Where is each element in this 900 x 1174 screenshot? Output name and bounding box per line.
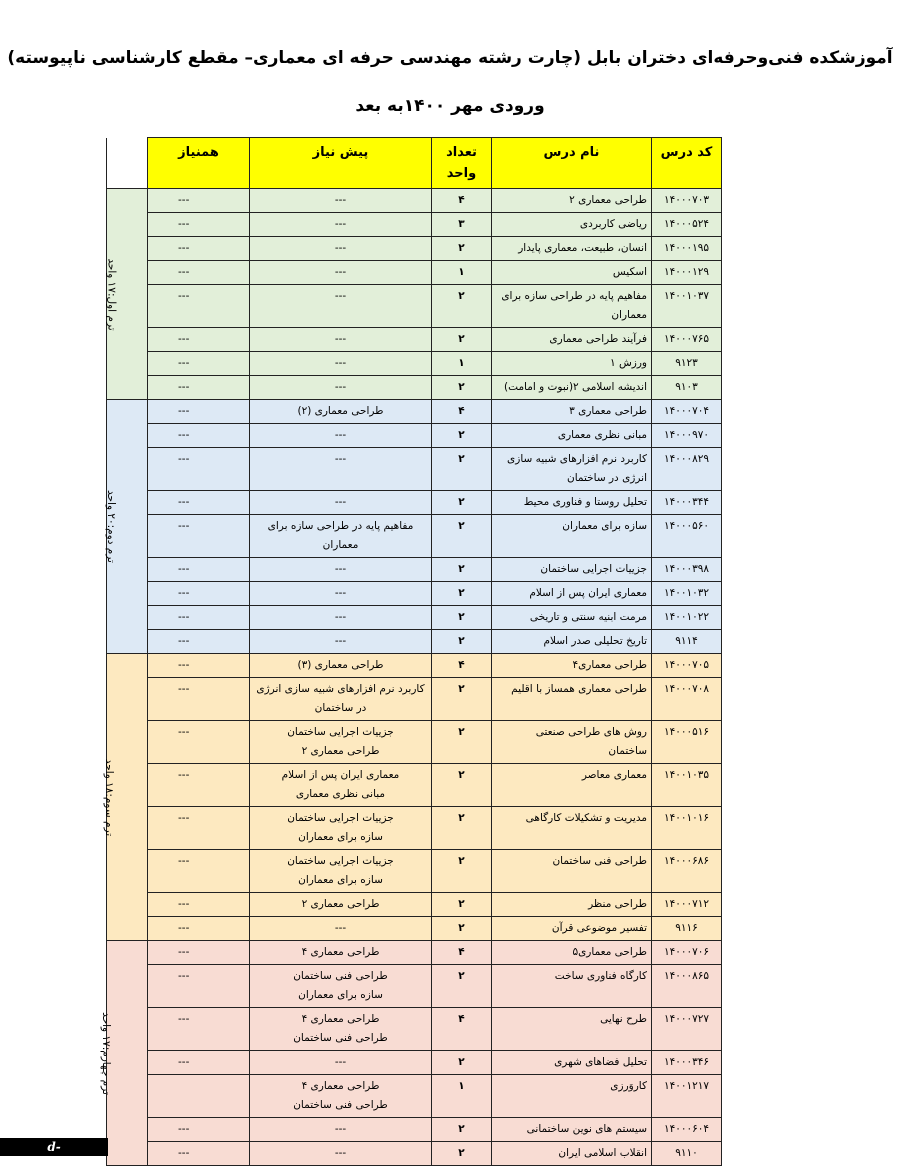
course-code: ۱۴۰۰۰۷۰۶ xyxy=(652,941,722,965)
course-name: تاریخ تحلیلی صدر اسلام xyxy=(492,630,652,654)
course-corequisite: --- xyxy=(148,1118,250,1142)
term-label-cell xyxy=(107,189,148,400)
course-units: ۲ xyxy=(432,917,492,941)
table-row xyxy=(107,1008,722,1051)
course-units: ۳ xyxy=(432,213,492,237)
table-row xyxy=(107,213,722,237)
course-corequisite: --- xyxy=(148,491,250,515)
course-prerequisite: --- xyxy=(250,1051,432,1075)
course-corequisite: --- xyxy=(148,213,250,237)
course-code: ۱۴۰۰۰۳۹۸ xyxy=(652,558,722,582)
course-corequisite: --- xyxy=(148,678,250,721)
course-name: معماری معاصر xyxy=(492,764,652,807)
table-row xyxy=(107,352,722,376)
table-row xyxy=(107,807,722,850)
course-code: ۹۱۱۶ xyxy=(652,917,722,941)
table-row xyxy=(107,285,722,328)
course-prerequisite: --- xyxy=(250,261,432,285)
term-label: ترم سوم:۱۸ واحد xyxy=(102,758,115,836)
course-corequisite: --- xyxy=(148,261,250,285)
course-prerequisite: جزییات اجرایی ساختمان سازه برای معماران xyxy=(250,850,432,893)
course-prerequisite: --- xyxy=(250,917,432,941)
table-row xyxy=(107,1075,722,1118)
table-row xyxy=(107,941,722,965)
course-corequisite: --- xyxy=(148,1008,250,1051)
course-code: ۱۴۰۰۰۶۸۶ xyxy=(652,850,722,893)
table-row xyxy=(107,558,722,582)
course-units: ۲ xyxy=(432,491,492,515)
course-units: ۲ xyxy=(432,285,492,328)
course-code: ۱۴۰۰۰۷۱۲ xyxy=(652,893,722,917)
course-name: مرمت ابنیه سنتی و تاریخی xyxy=(492,606,652,630)
table-row xyxy=(107,965,722,1008)
course-name: ورزش ۱ xyxy=(492,352,652,376)
course-corequisite: --- xyxy=(148,965,250,1008)
table-row xyxy=(107,654,722,678)
course-code: ۱۴۰۰۱۰۳۵ xyxy=(652,764,722,807)
table-row xyxy=(107,424,722,448)
course-name: معماری ایران پس از اسلام xyxy=(492,582,652,606)
course-name: انقلاب اسلامی ایران xyxy=(492,1142,652,1166)
course-corequisite: --- xyxy=(148,448,250,491)
course-prerequisite: --- xyxy=(250,237,432,261)
course-corequisite: --- xyxy=(148,807,250,850)
document-subtitle: ورودی مهر ۱۴۰۰به بعد xyxy=(355,96,545,116)
course-name: روش های طراحی صنعتی ساختمان xyxy=(492,721,652,764)
course-units: ۲ xyxy=(432,558,492,582)
table-row xyxy=(107,582,722,606)
course-units: ۴ xyxy=(432,654,492,678)
course-code: ۱۴۰۰۰۷۲۷ xyxy=(652,1008,722,1051)
course-prerequisite: طراحی معماری ۴ طراحی فنی ساختمان xyxy=(250,1008,432,1051)
term-label: ترم اول:۱۷ واحد xyxy=(105,257,118,331)
course-prerequisite: طراحی معماری ۲ xyxy=(250,893,432,917)
table-row xyxy=(107,893,722,917)
course-corequisite: --- xyxy=(148,721,250,764)
term-label-cell xyxy=(102,654,148,941)
course-code: ۱۴۰۰۰۷۰۸ xyxy=(652,678,722,721)
table-row xyxy=(107,1142,722,1166)
course-code: ۱۴۰۰۰۱۲۹ xyxy=(652,261,722,285)
course-code: ۱۴۰۰۰۵۲۴ xyxy=(652,213,722,237)
course-code: ۱۴۰۰۰۷۰۵ xyxy=(652,654,722,678)
course-name: اسکیس xyxy=(492,261,652,285)
course-name: سیستم های نوین ساختمانی xyxy=(492,1118,652,1142)
course-code: ۱۴۰۰۰۷۶۵ xyxy=(652,328,722,352)
course-name: جزییات اجرایی ساختمان xyxy=(492,558,652,582)
course-code: ۱۴۰۰۰۸۲۹ xyxy=(652,448,722,491)
course-code: ۱۴۰۰۰۳۴۴ xyxy=(652,491,722,515)
table-row xyxy=(107,376,722,400)
course-prerequisite: --- xyxy=(250,491,432,515)
course-units: ۲ xyxy=(432,893,492,917)
course-name: طرح نهایی xyxy=(492,1008,652,1051)
term-label-cell xyxy=(107,400,148,654)
course-name: ریاضی کاربردی xyxy=(492,213,652,237)
course-prerequisite: --- xyxy=(250,376,432,400)
course-code: ۱۴۰۰۱۰۲۲ xyxy=(652,606,722,630)
table-row xyxy=(107,1118,722,1142)
course-corequisite: --- xyxy=(148,352,250,376)
course-code: ۱۴۰۰۰۸۶۵ xyxy=(652,965,722,1008)
course-units: ۲ xyxy=(432,376,492,400)
course-prerequisite: --- xyxy=(250,328,432,352)
course-name: مدیریت و تشکیلات کارگاهی xyxy=(492,807,652,850)
table-row xyxy=(107,237,722,261)
course-corequisite: --- xyxy=(148,1142,250,1166)
course-name: طراحی معماری۵ xyxy=(492,941,652,965)
course-units: ۲ xyxy=(432,630,492,654)
course-units: ۲ xyxy=(432,807,492,850)
course-corequisite: --- xyxy=(148,893,250,917)
course-corequisite: --- xyxy=(148,1051,250,1075)
course-name: فرآیند طراحی معماری xyxy=(492,328,652,352)
course-code: ۹۱۰۳ xyxy=(652,376,722,400)
course-name: طراحی منظر xyxy=(492,893,652,917)
course-name: طراحی معماری همساز با اقلیم xyxy=(492,678,652,721)
table-row xyxy=(107,764,722,807)
table-row xyxy=(107,606,722,630)
course-units: ۴ xyxy=(432,941,492,965)
course-units: ۱ xyxy=(432,352,492,376)
course-corequisite: --- xyxy=(148,582,250,606)
table-row xyxy=(107,491,722,515)
course-name: سازه برای معماران xyxy=(492,515,652,558)
course-units: ۲ xyxy=(432,328,492,352)
header-course-code: کد درس xyxy=(652,138,722,189)
course-code: ۱۴۰۰۰۵۱۶ xyxy=(652,721,722,764)
course-units: ۲ xyxy=(432,965,492,1008)
course-code: ۱۴۰۰۰۷۰۳ xyxy=(652,189,722,213)
course-name: مفاهیم پایه در طراحی سازه برای معماران xyxy=(492,285,652,328)
course-units: ۲ xyxy=(432,1142,492,1166)
course-prerequisite: جزییات اجرایی ساختمان طراحی معماری ۲ xyxy=(250,721,432,764)
course-corequisite: --- xyxy=(148,630,250,654)
course-prerequisite: --- xyxy=(250,213,432,237)
course-name: طراحی معماری ۳ xyxy=(492,400,652,424)
course-code: ۹۱۱۰ xyxy=(652,1142,722,1166)
table-row xyxy=(107,1051,722,1075)
course-name: کارگاه فناوری ساخت xyxy=(492,965,652,1008)
table-row xyxy=(107,261,722,285)
course-units: ۴ xyxy=(432,400,492,424)
course-units: ۲ xyxy=(432,448,492,491)
course-corequisite: --- xyxy=(148,917,250,941)
course-prerequisite: مفاهیم پایه در طراحی سازه برای معماران xyxy=(250,515,432,558)
course-code: ۱۴۰۰۰۷۰۴ xyxy=(652,400,722,424)
course-prerequisite: --- xyxy=(250,189,432,213)
course-units: ۲ xyxy=(432,424,492,448)
document-title: آموزشکده فنی‌وحرفه‌ای دختران بابل (چارت رشته مهندسی حرفه ای معماری– مقطع کارشناسی ناپیوسته) xyxy=(7,48,893,68)
course-code: ۱۴۰۰۱۲۱۷ xyxy=(652,1075,722,1118)
course-code: ۱۴۰۰۱۰۳۷ xyxy=(652,285,722,328)
course-code: ۱۴۰۰۰۱۹۵ xyxy=(652,237,722,261)
table-row xyxy=(107,917,722,941)
course-prerequisite: طراحی معماری ۴ xyxy=(250,941,432,965)
course-corequisite xyxy=(148,1075,250,1118)
course-corequisite: --- xyxy=(148,558,250,582)
course-prerequisite: --- xyxy=(250,630,432,654)
course-prerequisite: --- xyxy=(250,582,432,606)
course-prerequisite: طراحی فنی ساختمان سازه برای معماران xyxy=(250,965,432,1008)
course-name: کاربرد نرم افزارهای شبیه سازی انرژی در ساختمان xyxy=(492,448,652,491)
course-name: اندیشه اسلامی ۲(نبوت و امامت) xyxy=(492,376,652,400)
course-code: ۱۴۰۰۱۰۳۲ xyxy=(652,582,722,606)
course-name: طراحی معماری ۲ xyxy=(492,189,652,213)
course-units: ۱ xyxy=(432,1075,492,1118)
course-name: تحلیل فضاهای شهری xyxy=(492,1051,652,1075)
table-row xyxy=(107,630,722,654)
header-prerequisite: پیش نیاز xyxy=(250,138,432,189)
course-prerequisite: --- xyxy=(250,424,432,448)
course-code: ۱۴۰۰۰۶۰۴ xyxy=(652,1118,722,1142)
course-units: ۲ xyxy=(432,1051,492,1075)
course-code: ۹۱۲۳ xyxy=(652,352,722,376)
table-row xyxy=(107,400,722,424)
course-corequisite: --- xyxy=(148,285,250,328)
course-corequisite: --- xyxy=(148,328,250,352)
course-corequisite: --- xyxy=(148,189,250,213)
course-corequisite: --- xyxy=(148,515,250,558)
course-prerequisite: طراحی معماری (۲) xyxy=(250,400,432,424)
course-corequisite: --- xyxy=(148,764,250,807)
course-name: تفسیر موضوعی قرآن xyxy=(492,917,652,941)
course-units: ۱ xyxy=(432,261,492,285)
course-prerequisite: --- xyxy=(250,1142,432,1166)
course-units: ۲ xyxy=(432,515,492,558)
course-corequisite: --- xyxy=(148,606,250,630)
table-row xyxy=(107,189,722,213)
table-row xyxy=(107,328,722,352)
course-units: ۲ xyxy=(432,850,492,893)
course-prerequisite: --- xyxy=(250,606,432,630)
header-corequisite: همنیاز xyxy=(148,138,250,189)
course-name: طراحی فنی ساختمان xyxy=(492,850,652,893)
header-units: تعداد واحد xyxy=(432,138,492,189)
course-units: ۲ xyxy=(432,678,492,721)
header-course-name: نام درس xyxy=(492,138,652,189)
course-name: انسان، طبیعت، معماری پایدار xyxy=(492,237,652,261)
table-row xyxy=(107,515,722,558)
course-prerequisite: معماری ایران پس از اسلام مبانی نظری معماری xyxy=(250,764,432,807)
course-code: ۹۱۱۴ xyxy=(652,630,722,654)
course-prerequisite: طراحی معماری ۴ طراحی فنی ساختمان xyxy=(250,1075,432,1118)
course-prerequisite: جزییات اجرایی ساختمان سازه برای معماران xyxy=(250,807,432,850)
website-watermark: d-babol.nus.ac.ir xyxy=(0,1138,108,1156)
table-row xyxy=(107,678,722,721)
course-units: ۴ xyxy=(432,189,492,213)
table-row xyxy=(107,448,722,491)
course-prerequisite: --- xyxy=(250,352,432,376)
course-prerequisite: طراحی معماری (۳) xyxy=(250,654,432,678)
course-units: ۴ xyxy=(432,1008,492,1051)
course-units: ۲ xyxy=(432,237,492,261)
course-units: ۲ xyxy=(432,582,492,606)
table-body xyxy=(100,189,722,1166)
curriculum-table xyxy=(100,137,722,1166)
course-corequisite: --- xyxy=(148,850,250,893)
course-prerequisite: --- xyxy=(250,558,432,582)
course-corequisite: --- xyxy=(148,237,250,261)
course-name: کاروَرزی xyxy=(492,1075,652,1118)
course-units: ۲ xyxy=(432,721,492,764)
course-code: ۱۴۰۰۰۳۴۶ xyxy=(652,1051,722,1075)
course-corequisite: --- xyxy=(148,941,250,965)
course-name: مبانی نظری معماری xyxy=(492,424,652,448)
course-units: ۲ xyxy=(432,1118,492,1142)
course-units: ۲ xyxy=(432,764,492,807)
course-code: ۱۴۰۰۱۰۱۶ xyxy=(652,807,722,850)
course-corequisite: --- xyxy=(148,400,250,424)
table-row xyxy=(107,850,722,893)
course-code: ۱۴۰۰۰۹۷۰ xyxy=(652,424,722,448)
course-name: طراحی معماری۴ xyxy=(492,654,652,678)
term-label: ترم دوم:۲۰ واحد xyxy=(105,490,118,563)
course-corequisite: --- xyxy=(148,424,250,448)
term-label-cell xyxy=(100,941,148,1166)
course-name: تحلیل روستا و فناوری محیط xyxy=(492,491,652,515)
term-label: ترم چهارم:۱۷ واحد xyxy=(100,1011,113,1095)
course-corequisite: --- xyxy=(148,376,250,400)
table-header-row xyxy=(107,138,722,189)
course-prerequisite: --- xyxy=(250,1118,432,1142)
course-prerequisite: --- xyxy=(250,448,432,491)
course-corequisite: --- xyxy=(148,654,250,678)
course-prerequisite: --- xyxy=(250,285,432,328)
course-prerequisite: کاربرد نرم افزارهای شبیه سازی انرژی در ساختمان xyxy=(250,678,432,721)
table-row xyxy=(107,721,722,764)
course-code: ۱۴۰۰۰۵۶۰ xyxy=(652,515,722,558)
course-units: ۲ xyxy=(432,606,492,630)
header-blank xyxy=(107,138,148,189)
